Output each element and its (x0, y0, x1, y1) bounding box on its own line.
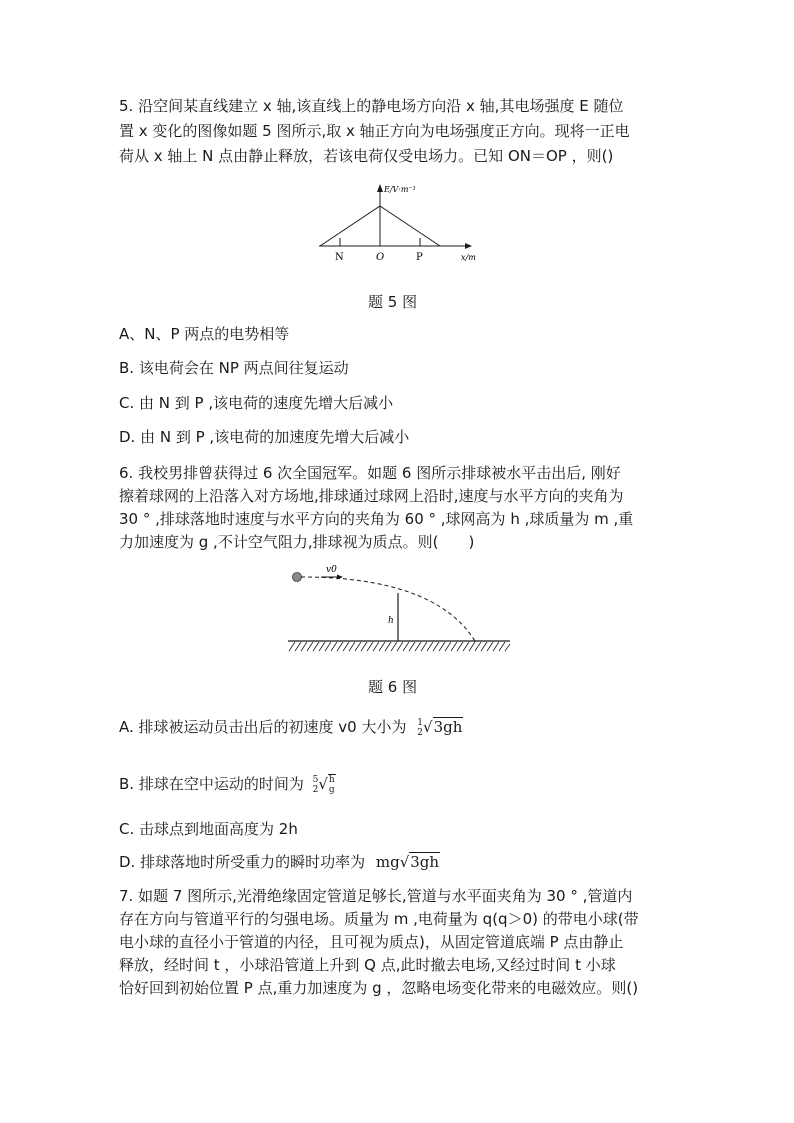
q5-label-o: O (376, 252, 385, 263)
q5-caption: 题 5 图 (368, 293, 418, 311)
q7-line-4: 释放，经时间 t ，小球沿管道上升到 Q 点,此时撤去电场,又经过时间 t 小球 (119, 956, 616, 974)
q5-x-label: x/m (461, 253, 476, 262)
q5-line-3: 荷从 x 轴上 N 点由静止释放，若该电荷仅受电场力。已知 ON＝OP ，则() (119, 147, 614, 165)
q5-option-a: A、N、P 两点的电势相等 (119, 325, 290, 343)
q6-option-b-text: B. 排球在空中运动的时间为 (119, 775, 304, 793)
q6-line-3: 30 ° ,排球落地时速度与水平方向的夹角为 60 ° ,球网高为 h ,球质量为 m ,重 (119, 510, 634, 528)
q6-option-d-prefix: mg (375, 853, 400, 871)
q5-line-2: 置 x 变化的图像如题 5 图所示,取 x 轴正方向为电场强度正方向。现将一正电 (119, 122, 630, 140)
q5-option-d: D. 由 N 到 P ,该电荷的加速度先增大后减小 (119, 428, 410, 446)
q6-ball (293, 573, 302, 582)
q5-label-n: N (335, 252, 344, 263)
q6-option-d-radicand: 3gh (410, 853, 440, 871)
q5-label-p: P (416, 252, 423, 263)
q5-figure (315, 180, 485, 265)
q6-option-d: D. 排球落地时所受重力的瞬时功率为 mg√3gh (119, 853, 440, 871)
q6-trajectory (301, 577, 475, 641)
q6-option-a-text: A. 排球被运动员击出后的初速度 v0 大小为 (119, 718, 407, 736)
q6-figure (285, 560, 515, 660)
q7-line-1: 7. 如题 7 图所示,光滑绝缘固定管道足够长,管道与水平面夹角为 30 ° ,管道内 (119, 887, 633, 905)
q6-option-b-coef: 5 2 (312, 775, 319, 795)
q5-option-b: B. 该电荷会在 NP 两点间往复运动 (119, 359, 349, 377)
q6-option-c: C. 击球点到地面高度为 2h (119, 820, 298, 838)
q7-line-2: 存在方向与管道平行的匀强电场。质量为 m ,电荷量为 q(q＞0) 的带电小球(带 (119, 910, 639, 928)
q6-caption: 题 6 图 (368, 678, 418, 696)
q7-line-3: 电小球的直径小于管道的内径，且可视为质点)，从固定管道底端 P 点由静止 (119, 933, 624, 951)
q6-option-a-fraction: 1 2 (417, 718, 424, 738)
q6-option-a: A. 排球被运动员击出后的初速度 v0 大小为 1 2 √3gh (119, 718, 463, 738)
q6-option-d-text: D. 排球落地时所受重力的瞬时功率为 (119, 853, 366, 871)
q7-line-5: 恰好回到初始位置 P 点,重力加速度为 g ，忽略电场变化带来的电磁效应。则() (119, 979, 639, 997)
q6-line-4: 力加速度为 g ,不计空气阻力,排球视为质点。则( ) (119, 533, 475, 551)
q5-line-1: 5. 沿空间某直线建立 x 轴,该直线上的静电场方向沿 x 轴,其电场强度 E 随位 (119, 97, 624, 115)
q6-h-label: h (388, 616, 394, 626)
q6-option-b: B. 排球在空中运动的时间为 5 2 √ h g (119, 775, 335, 795)
q6-v0-label: v0 (326, 565, 337, 575)
q6-line-1: 6. 我校男排曾获得过 6 次全国冠军。如题 6 图所示排球被水平击出后, 刚好 (119, 464, 621, 482)
q5-option-c: C. 由 N 到 P ,该电荷的速度先增大后减小 (119, 394, 394, 412)
q6-line-2: 擦着球网的上沿落入对方场地,排球通过球网上沿时,速度与水平方向的夹角为 (119, 487, 624, 505)
q6-option-b-radicand: h g (328, 775, 335, 795)
q6-option-a-radicand: 3gh (433, 718, 463, 736)
q5-y-label: E/V·m⁻¹ (384, 185, 416, 194)
